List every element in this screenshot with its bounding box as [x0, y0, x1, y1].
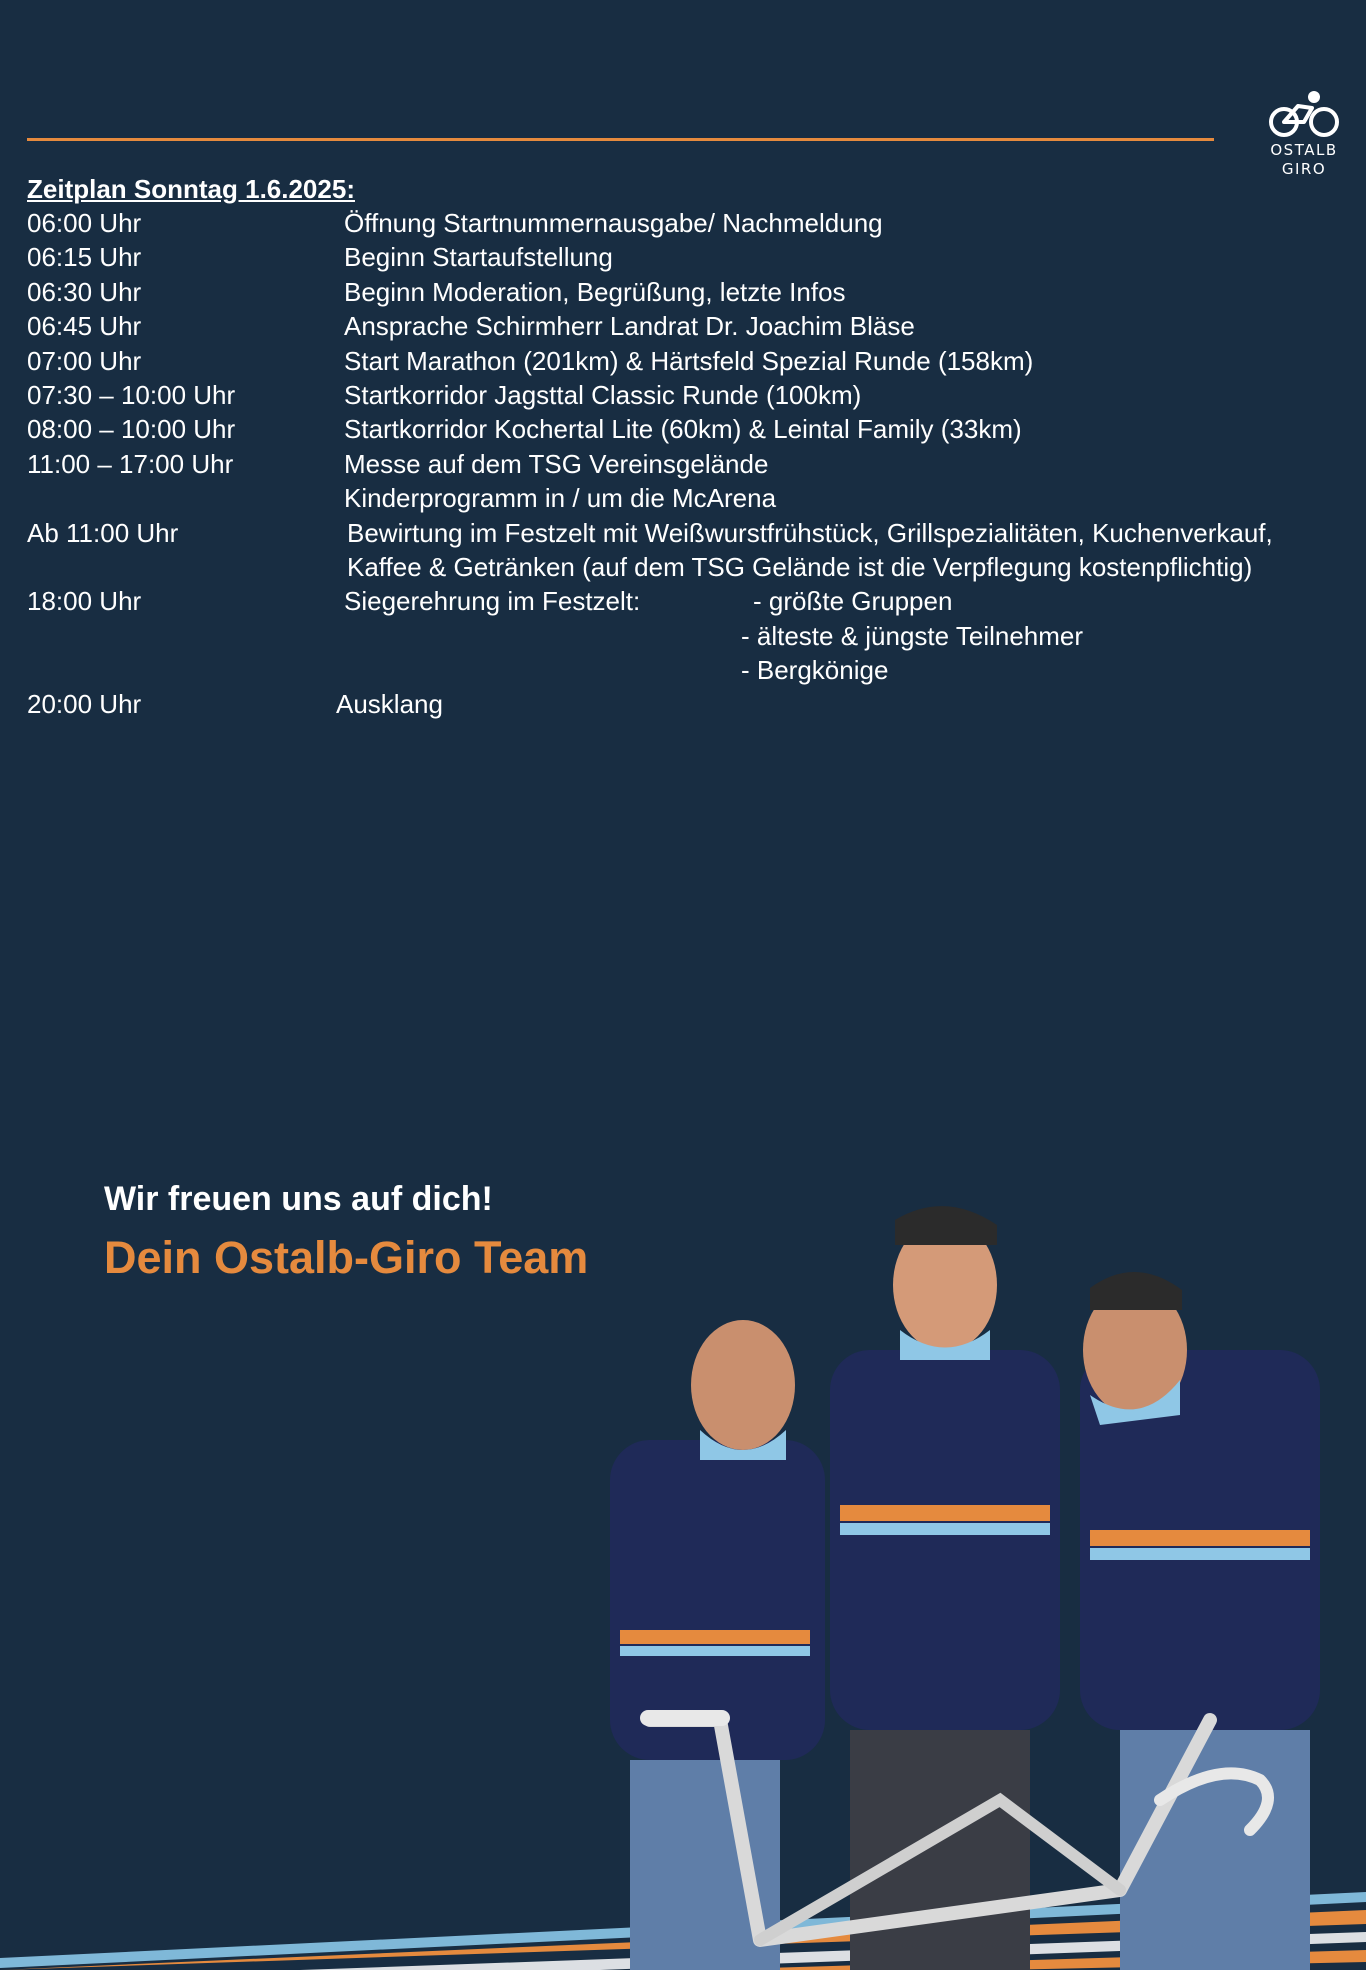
schedule-time: 18:00 Uhr	[27, 586, 142, 617]
header-divider	[27, 138, 1214, 141]
team-member-right	[1080, 1272, 1320, 1970]
schedule-time: 06:15 Uhr	[27, 242, 142, 273]
schedule-row	[27, 206, 1357, 240]
schedule-row	[27, 275, 1357, 309]
cyclist-icon	[1268, 90, 1340, 140]
schedule-desc: Ausklang	[336, 689, 443, 720]
schedule-time: Ab 11:00 Uhr	[27, 517, 179, 548]
schedule-row	[27, 412, 1357, 446]
schedule-desc: Ansprache Schirmherr Landrat Dr. Joachim Bläse	[344, 311, 915, 342]
schedule-row	[27, 481, 1357, 515]
schedule-row	[27, 447, 1357, 481]
schedule-desc: Start Marathon (201km) & Härtsfeld Spezial Runde (158km)	[344, 345, 1034, 376]
closing-team: Dein Ostalb-Giro Team	[104, 1232, 589, 1283]
schedule-time: 20:00 Uhr	[27, 689, 142, 720]
award-item: - größte Gruppen	[753, 586, 953, 617]
schedule-desc: Beginn Moderation, Begrüßung, letzte Infos	[344, 276, 846, 307]
schedule-time: 06:00 Uhr	[27, 208, 142, 238]
schedule-row	[27, 240, 1357, 274]
schedule-desc: Startkorridor Jagsttal Classic Runde (100km)	[344, 379, 862, 410]
schedule-desc: Siegerehrung im Festzelt:	[344, 586, 641, 617]
schedule-row	[27, 687, 1357, 721]
schedule-desc: Bewirtung im Festzelt mit Weißwurstfrühstück, Grillspezialitäten, Kuchenverkauf,	[347, 517, 1273, 548]
schedule-row	[27, 550, 1357, 584]
schedule-time: 08:00 – 10:00 Uhr	[27, 414, 236, 445]
team-photo	[560, 1200, 1366, 1970]
logo-text-line1: OSTALB	[1270, 141, 1338, 159]
award-item: - älteste & jüngste Teilnehmer	[741, 620, 1084, 651]
schedule-desc: Beginn Startaufstellung	[344, 242, 613, 273]
team-member-middle	[830, 1206, 1060, 1970]
award-row	[27, 584, 1357, 618]
schedule-desc: Kaffee & Getränken (auf dem TSG Gelände ist die Verpflegung kostenpflichtig)	[347, 551, 1253, 582]
schedule-time: 06:45 Uhr	[27, 311, 142, 342]
schedule-row	[27, 516, 1357, 550]
schedule-heading: Zeitplan Sonntag 1.6.2025:	[27, 174, 355, 204]
schedule-time: 07:30 – 10:00 Uhr	[27, 379, 236, 410]
award-row	[27, 619, 1357, 653]
schedule	[27, 172, 1357, 722]
schedule-time: 07:00 Uhr	[27, 345, 142, 376]
schedule-desc: Messe auf dem TSG Vereinsgelände	[344, 448, 769, 479]
award-row	[27, 653, 1357, 687]
schedule-time: 06:30 Uhr	[27, 276, 142, 307]
schedule-row	[27, 378, 1357, 412]
schedule-desc: Kinderprogramm in / um die McArena	[344, 483, 777, 514]
schedule-desc: Öffnung Startnummernausgabe/ Nachmeldung	[344, 208, 883, 238]
schedule-row	[27, 344, 1357, 378]
schedule-time: 11:00 – 17:00 Uhr	[27, 448, 234, 479]
award-item: - Bergkönige	[741, 655, 889, 686]
logo-text-line2: GIRO	[1281, 160, 1327, 178]
team-member-left	[610, 1320, 825, 1970]
schedule-desc: Startkorridor Kochertal Lite (60km) & Leintal Family (33km)	[344, 414, 1022, 445]
schedule-row	[27, 309, 1357, 343]
closing-greeting: Wir freuen uns auf dich!	[104, 1180, 493, 1218]
